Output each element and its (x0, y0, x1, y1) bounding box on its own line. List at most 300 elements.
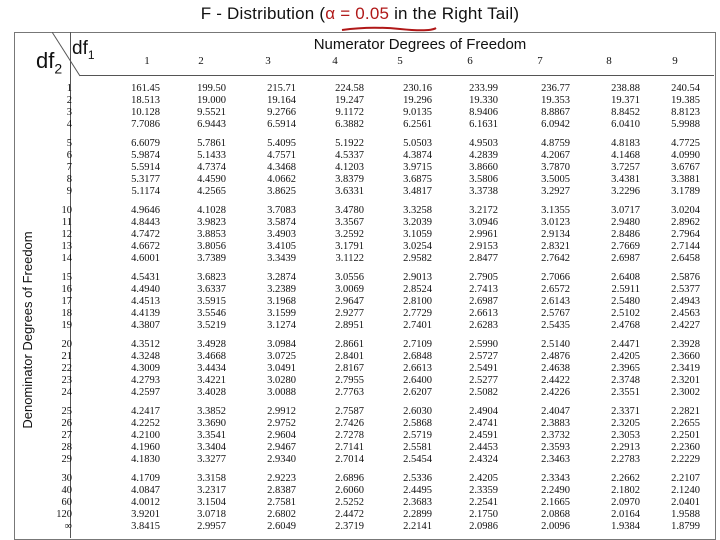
f-value-cell: 1.9588 (671, 509, 700, 520)
f-value-cell: 3.8415 (131, 521, 160, 532)
f-value-cell: 3.4381 (611, 174, 640, 185)
f-value-cell: 2.4453 (469, 442, 498, 453)
f-value-cell: 2.4638 (541, 363, 570, 374)
f-value-cell: 4.0847 (131, 485, 160, 496)
df2-cell: 17 (61, 296, 72, 307)
f-value-cell: 2.6400 (403, 375, 432, 386)
f-value-cell: 3.3852 (197, 406, 226, 417)
f-value-cell: 2.9912 (267, 406, 296, 417)
f-value-cell: 2.7401 (403, 320, 432, 331)
table-row (0, 272, 720, 283)
column-header: 7 (537, 55, 543, 67)
f-value-cell: 2.5454 (403, 454, 432, 465)
f-value-cell: 2.3371 (611, 406, 640, 417)
df2-cell: 19 (61, 320, 72, 331)
f-value-cell: 2.0868 (541, 509, 570, 520)
df2-cell: 12 (61, 229, 72, 240)
table-row (0, 83, 720, 94)
f-value-cell: 236.77 (541, 83, 570, 94)
f-value-cell: 2.7587 (335, 406, 364, 417)
f-value-cell: 2.6283 (469, 320, 498, 331)
f-value-cell: 2.5102 (611, 308, 640, 319)
f-value-cell: 6.3882 (335, 119, 364, 130)
f-value-cell: 2.4741 (469, 418, 498, 429)
f-value-cell: 4.3248 (131, 351, 160, 362)
f-value-cell: 2.6207 (403, 387, 432, 398)
f-value-cell: 2.1665 (541, 497, 570, 508)
f-value-cell: 2.7413 (469, 284, 498, 295)
f-value-cell: 2.0986 (469, 521, 498, 532)
f-value-cell: 2.0970 (611, 497, 640, 508)
f-value-cell: 3.2874 (267, 272, 296, 283)
f-value-cell: 4.7472 (131, 229, 160, 240)
f-value-cell: 3.2592 (335, 229, 364, 240)
table-row (0, 473, 720, 484)
f-value-cell: 4.4139 (131, 308, 160, 319)
f-value-cell: 2.5435 (541, 320, 570, 331)
f-value-cell: 2.9957 (197, 521, 226, 532)
f-value-cell: 3.8625 (267, 186, 296, 197)
f-value-cell: 2.9961 (469, 229, 498, 240)
f-value-cell: 4.1709 (131, 473, 160, 484)
f-value-cell: 2.7066 (541, 272, 570, 283)
f-value-cell: 3.0069 (335, 284, 364, 295)
f-value-cell: 3.4668 (197, 351, 226, 362)
df2-cell: 9 (66, 186, 72, 197)
f-value-cell: 2.4205 (469, 473, 498, 484)
f-value-cell: 2.4422 (541, 375, 570, 386)
df2-cell: 7 (66, 162, 72, 173)
table-row (0, 150, 720, 161)
f-value-cell: 4.2565 (197, 186, 226, 197)
f-value-cell: 2.1240 (671, 485, 700, 496)
f-value-cell: 3.0491 (267, 363, 296, 374)
f-value-cell: 3.2039 (403, 217, 432, 228)
f-value-cell: 3.8660 (469, 162, 498, 173)
df2-cell: 25 (61, 406, 72, 417)
f-value-cell: 2.9153 (469, 241, 498, 252)
f-value-cell: 4.8443 (131, 217, 160, 228)
f-value-cell: 3.0984 (267, 339, 296, 350)
f-value-cell: 2.6049 (267, 521, 296, 532)
f-value-cell: 4.8759 (541, 138, 570, 149)
f-value-cell: 3.2296 (611, 186, 640, 197)
f-value-cell: 2.2821 (671, 406, 700, 417)
title-prefix: F - Distribution ( (200, 4, 326, 23)
f-value-cell: 3.5005 (541, 174, 570, 185)
table-row (0, 497, 720, 508)
f-value-cell: 4.4513 (131, 296, 160, 307)
f-value-cell: 2.5140 (541, 339, 570, 350)
denominator-title: Denominator Degrees of Freedom (20, 231, 35, 429)
f-value-cell: 2.7278 (335, 430, 364, 441)
f-value-cell: 199.50 (197, 83, 226, 94)
f-value-cell: 2.4768 (611, 320, 640, 331)
f-value-cell: 2.3732 (541, 430, 570, 441)
f-value-cell: 4.2417 (131, 406, 160, 417)
f-value-cell: 2.3551 (611, 387, 640, 398)
f-value-cell: 19.247 (335, 95, 364, 106)
f-value-cell: 2.2141 (403, 521, 432, 532)
f-value-cell: 4.6672 (131, 241, 160, 252)
f-value-cell: 3.1968 (267, 296, 296, 307)
f-value-cell: 3.7257 (611, 162, 640, 173)
f-value-cell: 2.2655 (671, 418, 700, 429)
f-value-cell: 2.5581 (403, 442, 432, 453)
df2-cell: 26 (61, 418, 72, 429)
df1-label: $df_1$ (72, 38, 95, 62)
f-value-cell: 3.0123 (541, 217, 570, 228)
column-header: 2 (198, 55, 204, 67)
f-value-cell: 3.0725 (267, 351, 296, 362)
f-value-cell: 2.3928 (671, 339, 700, 350)
f-value-cell: 2.9647 (335, 296, 364, 307)
f-value-cell: 3.6767 (671, 162, 700, 173)
df2-cell: ∞ (64, 521, 72, 532)
f-value-cell: 3.2389 (267, 284, 296, 295)
df2-cell: 1 (66, 83, 72, 94)
f-value-cell: 7.7086 (131, 119, 160, 130)
f-value-cell: 3.1791 (335, 241, 364, 252)
f-value-cell: 224.58 (335, 83, 364, 94)
f-value-cell: 2.9752 (267, 418, 296, 429)
table-row (0, 442, 720, 453)
header-rule (80, 75, 714, 76)
f-value-cell: 3.1059 (403, 229, 432, 240)
f-value-cell: 2.7964 (671, 229, 700, 240)
f-value-cell: 19.353 (541, 95, 570, 106)
f-value-cell: 4.4940 (131, 284, 160, 295)
table-row (0, 485, 720, 496)
f-value-cell: 2.3205 (611, 418, 640, 429)
df2-cell: 20 (61, 339, 72, 350)
f-value-cell: 2.4591 (469, 430, 498, 441)
f-value-cell: 2.7109 (403, 339, 432, 350)
f-value-cell: 2.3201 (671, 375, 700, 386)
f-value-cell: 4.1468 (611, 150, 640, 161)
f-value-cell: 5.7861 (197, 138, 226, 149)
f-value-cell: 2.7014 (335, 454, 364, 465)
f-value-cell: 3.1789 (671, 186, 700, 197)
table-row (0, 107, 720, 118)
f-value-cell: 2.5727 (469, 351, 498, 362)
f-value-cell: 5.9988 (671, 119, 700, 130)
f-value-cell: 3.0088 (267, 387, 296, 398)
f-value-cell: 3.5915 (197, 296, 226, 307)
f-value-cell: 18.513 (131, 95, 160, 106)
title-suffix: in the Right Tail) (389, 4, 520, 23)
f-value-cell: 2.8401 (335, 351, 364, 362)
f-value-cell: 3.1122 (335, 253, 364, 264)
f-value-cell: 4.1960 (131, 442, 160, 453)
table-row (0, 241, 720, 252)
table-row (0, 454, 720, 465)
f-value-cell: 4.1830 (131, 454, 160, 465)
f-value-cell: 2.6848 (403, 351, 432, 362)
f-value-cell: 2.7581 (267, 497, 296, 508)
f-value-cell: 3.9201 (131, 509, 160, 520)
f-value-cell: 4.2839 (469, 150, 498, 161)
table-row (0, 253, 720, 264)
df2-cell: 2 (66, 95, 72, 106)
df2-cell: 10 (61, 205, 72, 216)
f-value-cell: 10.128 (131, 107, 160, 118)
table-row (0, 162, 720, 173)
f-value-cell: 2.3883 (541, 418, 570, 429)
f-value-cell: 4.0662 (267, 174, 296, 185)
f-value-cell: 4.6001 (131, 253, 160, 264)
title-alpha: α = 0.05 (325, 4, 390, 23)
f-value-cell: 2.2783 (611, 454, 640, 465)
f-value-cell: 1.8799 (671, 521, 700, 532)
f-value-cell: 4.3009 (131, 363, 160, 374)
f-value-cell: 19.000 (197, 95, 226, 106)
f-value-cell: 230.16 (403, 83, 432, 94)
f-value-cell: 2.4876 (541, 351, 570, 362)
table-row (0, 217, 720, 228)
f-value-cell: 6.6079 (131, 138, 160, 149)
f-value-cell: 2.9340 (267, 454, 296, 465)
f-value-cell: 19.385 (671, 95, 700, 106)
f-value-cell: 3.1274 (267, 320, 296, 331)
df2-cell: 27 (61, 430, 72, 441)
f-value-cell: 5.1922 (335, 138, 364, 149)
table-row (0, 521, 720, 532)
f-value-cell: 2.7763 (335, 387, 364, 398)
f-value-cell: 4.1203 (335, 162, 364, 173)
f-value-cell: 2.5868 (403, 418, 432, 429)
f-value-cell: 9.5521 (197, 107, 226, 118)
f-value-cell: 4.1028 (197, 205, 226, 216)
f-value-cell: 4.2067 (541, 150, 570, 161)
df2-cell: 14 (61, 253, 72, 264)
f-value-cell: 2.5480 (611, 296, 640, 307)
f-value-cell: 19.296 (403, 95, 432, 106)
f-value-cell: 4.0012 (131, 497, 160, 508)
f-value-cell: 4.2793 (131, 375, 160, 386)
f-value-cell: 3.8853 (197, 229, 226, 240)
f-value-cell: 3.3881 (671, 174, 700, 185)
f-value-cell: 2.6896 (335, 473, 364, 484)
table-row (0, 430, 720, 441)
f-value-cell: 2.6030 (403, 406, 432, 417)
f-value-cell: 2.2107 (671, 473, 700, 484)
f-value-cell: 3.3690 (197, 418, 226, 429)
df2-cell: 8 (66, 174, 72, 185)
f-value-cell: 4.9646 (131, 205, 160, 216)
f-value-cell: 2.6987 (611, 253, 640, 264)
column-header: 6 (467, 55, 473, 67)
table-row (0, 308, 720, 319)
df2-cell: 28 (61, 442, 72, 453)
f-value-cell: 2.6572 (541, 284, 570, 295)
f-value-cell: 3.0717 (611, 205, 640, 216)
df2-cell: 11 (61, 217, 72, 228)
f-value-cell: 5.1174 (131, 186, 160, 197)
table-row (0, 138, 720, 149)
f-value-cell: 2.5082 (469, 387, 498, 398)
df2-cell: 5 (66, 138, 72, 149)
f-value-cell: 3.4780 (335, 205, 364, 216)
f-value-cell: 2.2899 (403, 509, 432, 520)
df2-cell: 3 (66, 107, 72, 118)
f-value-cell: 3.5546 (197, 308, 226, 319)
table-row (0, 284, 720, 295)
f-value-cell: 2.6408 (611, 272, 640, 283)
f-value-cell: 3.3158 (197, 473, 226, 484)
f-value-cell: 2.2541 (469, 497, 498, 508)
f-value-cell: 5.3177 (131, 174, 160, 185)
f-value-cell: 3.6337 (197, 284, 226, 295)
f-value-cell: 2.5336 (403, 473, 432, 484)
f-value-cell: 3.0946 (469, 217, 498, 228)
table-row (0, 186, 720, 197)
f-value-cell: 2.8962 (671, 217, 700, 228)
f-value-cell: 2.5377 (671, 284, 700, 295)
f-value-cell: 3.3439 (267, 253, 296, 264)
f-value-cell: 3.1355 (541, 205, 570, 216)
f-value-cell: 3.3277 (197, 454, 226, 465)
f-value-cell: 5.0503 (403, 138, 432, 149)
table-row (0, 509, 720, 520)
f-value-cell: 2.0096 (541, 521, 570, 532)
f-value-cell: 3.2172 (469, 205, 498, 216)
column-header: 4 (332, 55, 338, 67)
f-value-cell: 2.9582 (403, 253, 432, 264)
f-value-cell: 3.4028 (197, 387, 226, 398)
f-value-cell: 6.0410 (611, 119, 640, 130)
table-row (0, 418, 720, 429)
f-value-cell: 2.9277 (335, 308, 364, 319)
f-value-cell: 6.0942 (541, 119, 570, 130)
f-value-cell: 3.4903 (267, 229, 296, 240)
f-value-cell: 5.1433 (197, 150, 226, 161)
f-value-cell: 2.8167 (335, 363, 364, 374)
f-value-cell: 2.7144 (671, 241, 700, 252)
table-row (0, 229, 720, 240)
f-value-cell: 2.5911 (611, 284, 640, 295)
df2-cell: 16 (61, 284, 72, 295)
f-value-cell: 2.1802 (611, 485, 640, 496)
df2-cell: 29 (61, 454, 72, 465)
f-value-cell: 4.5431 (131, 272, 160, 283)
f-value-cell: 161.45 (131, 83, 160, 94)
f-value-cell: 4.9503 (469, 138, 498, 149)
f-value-cell: 2.8477 (469, 253, 498, 264)
df2-cell: 4 (66, 119, 72, 130)
df2-cell: 40 (61, 485, 72, 496)
f-value-cell: 2.6987 (469, 296, 498, 307)
column-header: 1 (144, 55, 150, 67)
table-row (0, 205, 720, 216)
f-value-cell: 3.5219 (197, 320, 226, 331)
table-row (0, 95, 720, 106)
f-value-cell: 2.4495 (403, 485, 432, 496)
f-value-cell: 2.9134 (541, 229, 570, 240)
f-value-cell: 233.99 (469, 83, 498, 94)
f-value-cell: 2.8100 (403, 296, 432, 307)
column-header: 9 (672, 55, 678, 67)
f-value-cell: 2.9223 (267, 473, 296, 484)
f-value-cell: 3.3404 (197, 442, 226, 453)
f-value-cell: 3.3541 (197, 430, 226, 441)
f-value-cell: 2.4226 (541, 387, 570, 398)
f-value-cell: 2.3965 (611, 363, 640, 374)
f-value-cell: 2.6458 (671, 253, 700, 264)
f-value-cell: 3.9715 (403, 162, 432, 173)
f-value-cell: 2.1750 (469, 509, 498, 520)
f-value-cell: 2.7729 (403, 308, 432, 319)
f-value-cell: 2.7141 (335, 442, 364, 453)
f-value-cell: 2.3053 (611, 430, 640, 441)
f-value-cell: 6.5914 (267, 119, 296, 130)
f-value-cell: 9.0135 (403, 107, 432, 118)
column-header: 8 (606, 55, 612, 67)
f-value-cell: 3.7870 (541, 162, 570, 173)
f-value-cell: 8.8452 (611, 107, 640, 118)
f-value-cell: 3.4221 (197, 375, 226, 386)
f-value-cell: 2.4472 (335, 509, 364, 520)
df2-cell: 18 (61, 308, 72, 319)
f-value-cell: 3.2317 (197, 485, 226, 496)
f-value-cell: 2.7669 (611, 241, 640, 252)
f-value-cell: 2.3660 (671, 351, 700, 362)
f-value-cell: 2.6613 (469, 308, 498, 319)
f-value-cell: 3.1599 (267, 308, 296, 319)
f-value-cell: 3.5806 (469, 174, 498, 185)
numerator-title: Numerator Degrees of Freedom (313, 36, 527, 53)
f-value-cell: 8.8123 (671, 107, 700, 118)
f-value-cell: 2.5876 (671, 272, 700, 283)
df2-cell: 60 (61, 497, 72, 508)
df2-cell: 23 (61, 375, 72, 386)
f-value-cell: 5.9874 (131, 150, 160, 161)
table-row (0, 363, 720, 374)
table-row (0, 351, 720, 362)
f-value-cell: 2.3748 (611, 375, 640, 386)
f-value-cell: 4.8183 (611, 138, 640, 149)
f-value-cell: 3.3567 (335, 217, 364, 228)
f-value-cell: 2.4047 (541, 406, 570, 417)
f-value-cell: 2.2360 (671, 442, 700, 453)
f-value-cell: 2.6802 (267, 509, 296, 520)
f-value-cell: 2.6060 (335, 485, 364, 496)
f-value-cell: 2.8486 (611, 229, 640, 240)
f-value-cell: 4.3512 (131, 339, 160, 350)
f-value-cell: 3.6875 (403, 174, 432, 185)
f-value-cell: 2.6613 (403, 363, 432, 374)
f-value-cell: 2.3683 (403, 497, 432, 508)
df2-cell: 22 (61, 363, 72, 374)
f-value-cell: 3.3738 (469, 186, 498, 197)
table-row (0, 119, 720, 130)
f-value-cell: 2.7955 (335, 375, 364, 386)
df2-cell: 15 (61, 272, 72, 283)
page-title (0, 4, 720, 24)
f-value-cell: 2.4471 (611, 339, 640, 350)
f-value-cell: 3.4928 (197, 339, 226, 350)
f-value-cell: 2.8387 (267, 485, 296, 496)
f-value-cell: 2.5719 (403, 430, 432, 441)
f-value-cell: 4.2252 (131, 418, 160, 429)
f-value-cell: 2.8524 (403, 284, 432, 295)
f-value-cell: 3.1504 (197, 497, 226, 508)
f-value-cell: 3.8056 (197, 241, 226, 252)
f-value-cell: 215.71 (267, 83, 296, 94)
f-value-cell: 2.4563 (671, 308, 700, 319)
f-value-cell: 4.7725 (671, 138, 700, 149)
f-value-cell: 9.1172 (335, 107, 364, 118)
